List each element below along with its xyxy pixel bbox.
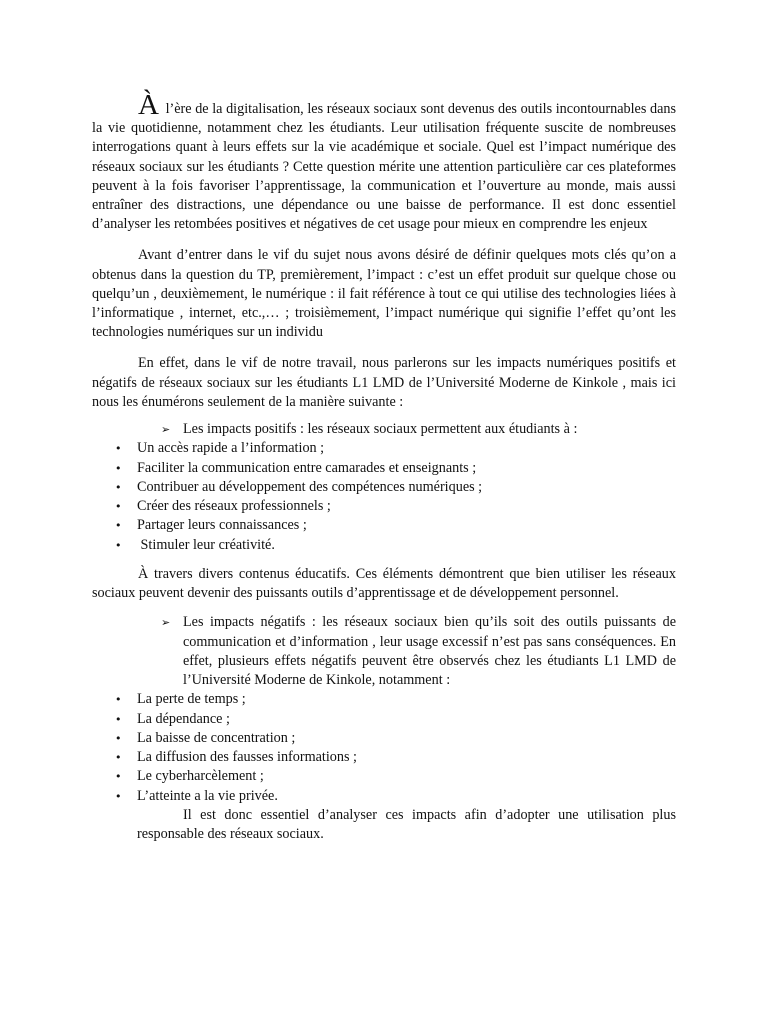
bullet-icon: •: [115, 480, 122, 494]
bullet-icon: •: [115, 751, 122, 765]
bullet-icon: •: [115, 712, 122, 726]
bullet-icon: •: [115, 731, 122, 745]
negative-heading-text: Les impacts négatifs : les réseaux sociaux bien qu’ils soit des outils puissants de communication et d’information , leur usage excessif n’est pas sans conséquences. En effet, plusieurs effets négatifs peuvent être observés chez les étudiants L1 LMD de l’Université Moderne de Kinkole, notamment :: [183, 614, 676, 689]
keywords-paragraph: Avant d’entrer dans le vif du sujet nous avons désiré de définir quelques mots clés qu’on a obtenus dans la question du TP, premièrement, l’impact : c’est un effet produit sur quelque chose ou quelqu’un , deuxièmement, le numérique : il fait référence à tout ce qui utilise des technologies liées à l’informatique , internet, etc.,… ; troisièmement, l’impact numérique qui signifie l’effet qu’ont les technologies numériques sur un individu: [92, 247, 676, 341]
list-item: • Créer des réseaux professionnels ;: [92, 497, 676, 516]
arrow-bullet-icon: ➢: [161, 423, 171, 437]
list-item: • La dépendance ;: [92, 710, 676, 729]
list-item: • Stimuler leur créativité.: [92, 536, 676, 555]
list-item: • Un accès rapide a l’information ;: [92, 439, 676, 458]
positive-heading-text: Les impacts positifs : les réseaux sociaux permettent aux étudiants à :: [183, 421, 578, 438]
bullet-icon: •: [115, 789, 122, 803]
positive-impacts-list: [92, 439, 676, 555]
list-item: • La perte de temps ;: [92, 690, 676, 709]
list-item: • La diffusion des fausses informations ;: [92, 748, 676, 767]
bullet-icon: •: [115, 770, 122, 784]
intro-text: l’ère de la digitalisation, les réseaux sociaux sont devenus des outils incontournables dans la vie quotidienne, notamment chez les étudiants. Leur utilisation fréquente suscite de nombreuses interrogations quant à leurs effets sur la vie académique et sociale. Quel est l’impact numérique des réseaux sociaux sur les étudiants ? Cette question mérite une attention particulière car ces plateformes peuvent à la fois favoriser l’apprentissage, la communication et l’ouverture au monde, mais aussi entraîner des distractions, une dépendance ou une baisse de performance. Il est donc essentiel d’analyser les retombées positives et négatives de cet usage pour mieux en comprendre les enjeux: [92, 101, 676, 233]
bullet-icon: •: [115, 442, 122, 456]
negative-impacts-list: [92, 690, 676, 806]
bullet-icon: •: [115, 500, 122, 514]
document-page: [92, 89, 676, 844]
list-item: • Contribuer au développement des compétences numériques ;: [92, 478, 676, 497]
list-item: • Partager leurs connaissances ;: [92, 516, 676, 535]
bullet-icon: •: [115, 693, 122, 707]
drop-cap: À: [138, 89, 159, 121]
list-item: • Le cyberharcèlement ;: [92, 767, 676, 786]
negative-impacts-heading: [161, 613, 676, 690]
arrow-bullet-icon: ➢: [161, 616, 171, 630]
bullet-icon: •: [115, 461, 122, 475]
positive-closing-paragraph: À travers divers contenus éducatifs. Ces éléments démontrent que bien utiliser les réseaux sociaux peuvent devenir des puissants outils d’apprentissage et de développement personnel.: [92, 566, 676, 602]
intro-paragraph: [92, 89, 676, 234]
list-item: • La baisse de concentration ;: [92, 729, 676, 748]
conclusion-paragraph: Il est donc essentiel d’analyser ces impacts afin d’adopter une utilisation plus responsable des réseaux sociaux.: [137, 807, 676, 843]
list-item: • Faciliter la communication entre camarades et enseignants ;: [92, 459, 676, 478]
context-paragraph: En effet, dans le vif de notre travail, nous parlerons sur les impacts numériques positifs et négatifs de réseaux sociaux sur les étudiants L1 LMD de l’Université Moderne de Kinkole , mais ici nous les énumérons seulement de la manière suivante :: [92, 355, 676, 410]
list-item: • L’atteinte a la vie privée.: [92, 787, 676, 806]
bullet-icon: •: [115, 538, 122, 552]
positive-impacts-heading: [161, 420, 676, 439]
bullet-icon: •: [115, 519, 122, 533]
